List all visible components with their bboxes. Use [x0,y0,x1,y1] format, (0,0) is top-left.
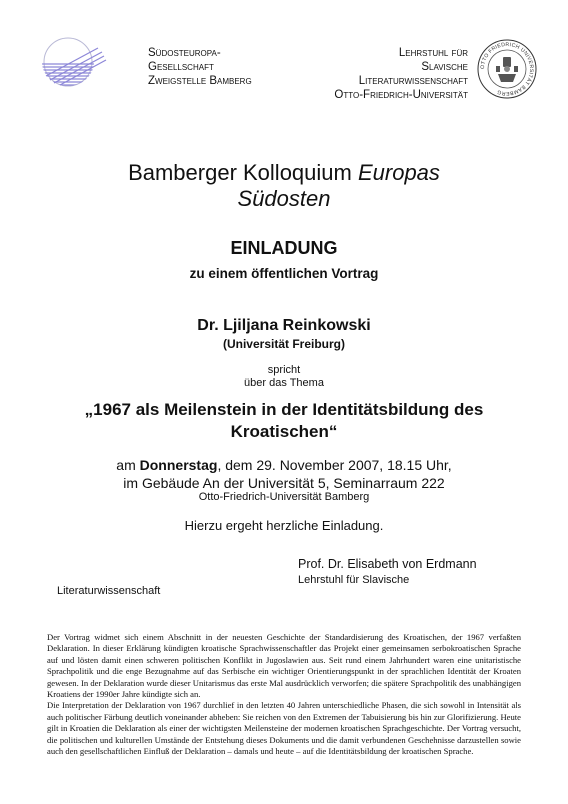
abstract-paragraph-2: Die Interpretation der Deklaration von 1967 durchlief in den letzten 40 Jahren unterschiedliche Phasen, die sich sowohl in Intensität als auch politischer Färbung deutlich voneinander abheben: Sie reichen von den Extremen der Tabuisierung bis hin zur Glorifizierung. Heute gilt in Kroatien die Deklaration als einer der wichtigsten Meilensteine der modernen kroatischen Sprachgeschichte. Der Vortrag versucht, die politischen und kulturellen Umstände der Entstehung dieses Dokuments und die damit verbundenen Geschehnisse darzustellen sowie auch den gesellschaftlichen Einfluß der Deklaration – damals und heute – auf die Identitätsbildung der kroatischen Sprache. [47,700,521,757]
seal-text: OTTO FRIEDRICH UNIVERSITÄT BAMBERG [479,41,535,97]
signature-name: Prof. Dr. Elisabeth von Erdmann [298,557,477,571]
header-left-line2: Gesellschaft [148,61,214,73]
header-right [290,46,468,102]
closing-line: Hierzu ergeht herzliche Einladung. [184,518,384,533]
header-left-line1: Südosteuropa- [148,47,221,59]
signature-chair-continued: Literaturwissenschaft [57,585,161,597]
event-prefix: am [116,457,140,473]
event-date-time: , dem 29. November 2007, 18.15 Uhr, [217,457,452,473]
abstract [47,632,521,757]
title-line2: Südosten [237,186,331,211]
signature-chair: Lehrstuhl für Slavische [298,574,410,586]
page-title [0,160,568,212]
invitation-subheading: zu einem öffentlichen Vortrag [189,266,379,281]
invitation-heading: EINLADUNG [230,238,338,258]
header-right-line4: Otto-Friedrich-Universität [334,89,468,101]
event-university: Otto-Friedrich-Universität Bamberg [198,491,370,503]
suedosteuropa-gesellschaft-logo [30,36,128,88]
header-right-line2: Slavische [421,61,468,73]
speaker-affiliation: (Universität Freiburg) [222,337,345,351]
header-right-line1: Lehrstuhl für [398,47,468,59]
event-day: Donnerstag [139,457,218,473]
abstract-paragraph-1: Der Vortrag widmet sich einem Abschnitt in der neuesten Geschichte der Standardisierung des Kroatischen, der 1967 verfaßten Deklaration. In dieser Erklärung kündigten kroatische Sprachwissenschaftler das Projekt einer gemeinsamen serbokroatischen Sprache auf und lösten damit einen schweren politischen Konflikt in Jugoslawien aus. Seit rund einem Jahrhundert waren eine unitaristische Sprachpolitik und die enge Bezugnahme auf das Serbische ein wichtiger Orientierungspunkt in der sprachlichen Identität der Kroaten gewesen. In der Deklaration wurde dieser Unitarismus das erste Mal ausdrücklich verworfen; die spätere Sprachpolitik des unabhängigen Kroatiens der 1990er Jahre kündigte sich an. [47,632,521,700]
header-left-line3: Zweigstelle Bamberg [148,75,252,87]
title-line1-italic: Europas [357,160,440,185]
header-right-line3: Literaturwissenschaft [358,75,468,87]
talk-title-line2: Kroatischen“ [230,422,338,441]
header-left [148,46,268,88]
event-details [0,456,568,492]
talk-title-line1: „1967 als Meilenstein in der Identitätsbildung des [84,400,484,419]
event-place: im Gebäude An der Universität 5, Seminarraum 222 [123,475,445,491]
title-line1: Bamberger Kolloquium [128,160,358,185]
speaker-name: Dr. Ljiljana Reinkowski [197,317,371,334]
speaker-verb: spricht [267,364,301,376]
talk-title [0,399,568,443]
university-seal [476,38,538,100]
topic-intro: über das Thema [244,377,324,389]
